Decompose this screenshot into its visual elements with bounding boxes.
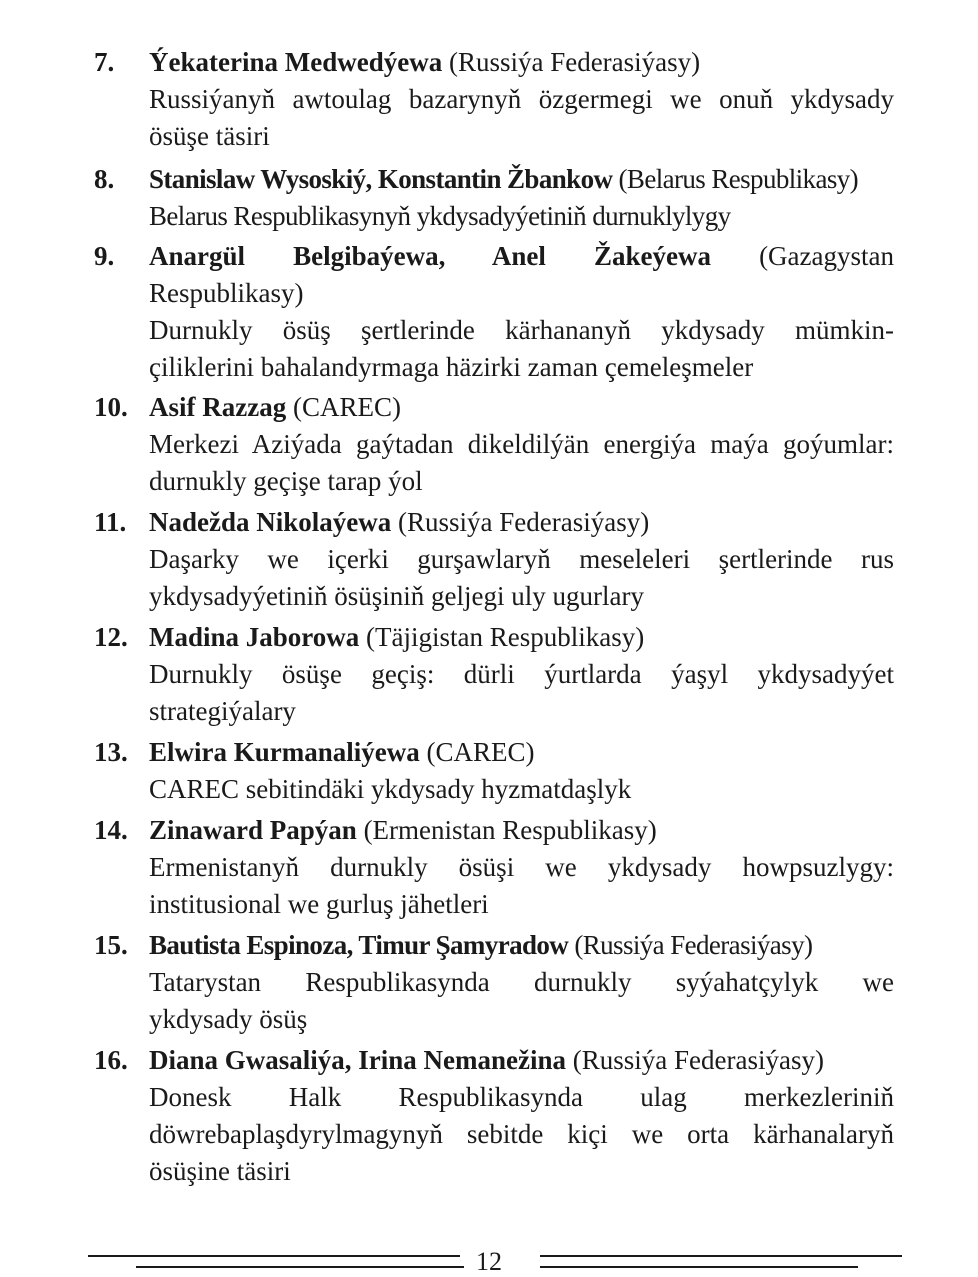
item-authors: Anargül Belgibaýewa, Anel Žakeýewa — [149, 241, 711, 271]
item-authors: Bautista Espinoza, Timur Şamyradow — [149, 930, 569, 960]
item-country: (Russiýa Federasiýasy) — [574, 930, 813, 960]
item-country: (Ermenistan Respublikasy) — [363, 815, 657, 845]
item-title-line: strategiýalary — [149, 696, 296, 726]
item-country-cont: Respublikasy) — [149, 278, 304, 308]
item-title-line: çiliklerini bahalandyrmaga häzirki zaman çemeleşmeler — [149, 352, 754, 382]
item-authors: Madina Jaborowa — [149, 622, 360, 652]
item-title-line: institusional we gurluş jähetleri — [149, 889, 489, 919]
item-title-line: ykdysady ösüş — [149, 1004, 308, 1034]
item-title-line: CAREC sebitindäki ykdysady hyzmatdaşlyk — [149, 774, 632, 804]
item-number: 7. — [94, 47, 115, 77]
list-item — [94, 44, 894, 155]
item-country: (Gazagystan — [759, 241, 894, 271]
item-number: 12. — [94, 622, 128, 652]
footer-rule-right — [540, 1255, 902, 1257]
item-authors: Ýekaterina Medwedýewa — [149, 47, 443, 77]
item-country: (Russiýa Federasiýasy) — [398, 507, 650, 537]
list-item — [94, 161, 894, 235]
item-number: 15. — [94, 930, 128, 960]
footer-rule-right-lower — [540, 1266, 858, 1268]
list-item — [94, 1042, 894, 1190]
page-number: 12 — [476, 1247, 502, 1276]
item-title-line: Durnukly ösüşe geçiş: dürli ýurtlarda ýaşyl ykdysadyýet — [149, 659, 894, 689]
item-number: 16. — [94, 1045, 128, 1075]
item-authors: Diana Gwasaliýa, Irina Nemanežina — [149, 1045, 567, 1075]
item-title-line: Tatarystan Respublikasynda durnukly syýahatçylyk we — [149, 967, 894, 997]
item-authors: Stanislaw Wysoskiý, Konstantin Žbankow — [149, 164, 613, 194]
list-item — [94, 927, 894, 1038]
item-number: 10. — [94, 392, 128, 422]
list-item — [94, 619, 894, 730]
item-number: 14. — [94, 815, 128, 845]
list-item — [94, 504, 894, 615]
item-number: 8. — [94, 164, 115, 194]
item-authors: Elwira Kurmanaliýewa — [149, 737, 420, 767]
item-title-line: döwrebaplaşdyrylmagynyň sebitde kiçi we orta kärhanalaryň — [149, 1119, 894, 1149]
item-title-line: Merkezi Aziýada gaýtadan dikeldilýän energiýa maýa goýumlar: — [149, 429, 894, 459]
item-authors: Nadežda Nikolaýewa — [149, 507, 392, 537]
item-country: (Täjigistan Respublikasy) — [366, 622, 645, 652]
footer-rule-left — [88, 1255, 460, 1257]
item-title-line: durnukly geçişe tarap ýol — [149, 466, 423, 496]
list-item — [94, 812, 894, 923]
footer-rule-left-lower — [136, 1266, 464, 1268]
item-authors: Asif Razzag — [149, 392, 287, 422]
item-title-line: Ermenistanyň durnukly ösüşi we ykdysady howpsuzlygy: — [149, 852, 894, 882]
item-number: 13. — [94, 737, 128, 767]
item-title-line: Donesk Halk Respublikasynda ulag merkezleriniň — [149, 1082, 894, 1112]
list-item — [94, 389, 894, 500]
item-country: (Russiýa Federasiýasy) — [448, 47, 701, 77]
item-title-line: Belarus Respublikasynyň ykdysadyýetiniň durnuklylygy — [149, 201, 731, 231]
list-item — [94, 734, 894, 808]
item-title-line: ösüşine täsiri — [149, 1156, 291, 1186]
item-title-line: Durnukly ösüş şertlerinde kärhananyň ykdysady mümkin- — [149, 315, 894, 345]
item-authors: Zinaward Papýan — [149, 815, 357, 845]
item-title-line: ösüşe täsiri — [149, 121, 270, 151]
item-country: (Russiýa Federasiýasy) — [572, 1045, 824, 1075]
item-title-line: ykdysadyýetiniň ösüşiniň geljegi uly ugurlary — [149, 581, 644, 611]
item-title-line: Russiýanyň awtoulag bazarynyň özgermegi we onuň ykdysady — [149, 84, 894, 114]
item-country: (CAREC) — [426, 737, 535, 767]
item-title-line: Daşarky we içerki gurşawlaryň meseleleri şertlerinde rus — [149, 544, 894, 574]
item-country: (CAREC) — [292, 392, 401, 422]
item-country: (Belarus Respublikasy) — [618, 164, 859, 194]
item-number: 9. — [94, 241, 115, 271]
list-item — [94, 238, 894, 386]
item-number: 11. — [94, 507, 127, 537]
